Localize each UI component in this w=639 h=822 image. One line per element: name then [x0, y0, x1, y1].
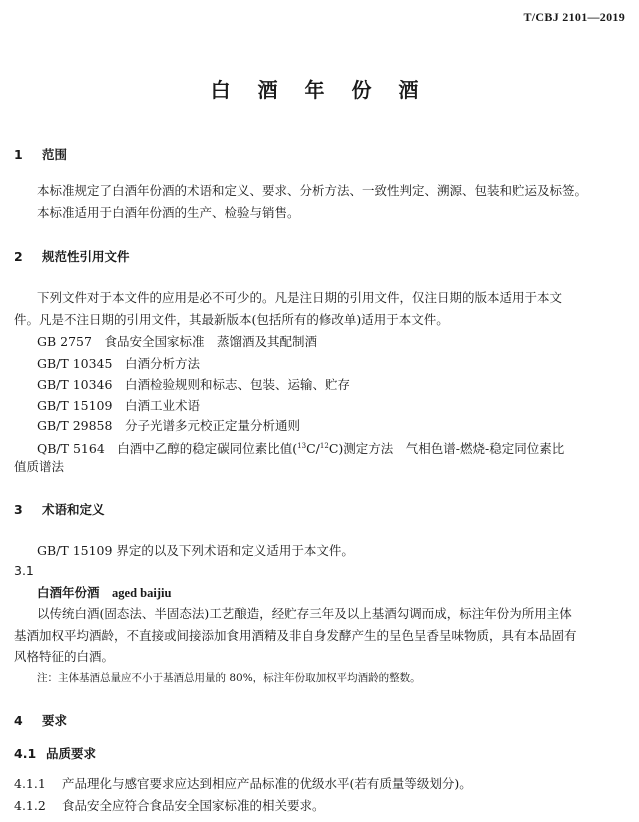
page-title: 白 酒 年 份 酒 — [210, 78, 429, 102]
subsection-number: 4.1 — [14, 746, 37, 761]
section-title: 规范性引用文件 — [42, 249, 130, 264]
clause-text: 食品安全应符合食品安全国家标准的相关要求。 — [62, 798, 325, 813]
definition-line-1: 以传统白酒(固态法、半固态法)工艺酿造，经贮存三年及以上基酒勾调而成，标注年份为所用主体 — [37, 606, 572, 621]
reference-title: 食品安全国家标准 蒸馏酒及其配制酒 — [104, 334, 317, 349]
reference-code: GB/T 15109 — [37, 398, 113, 413]
section-2-heading — [14, 247, 130, 265]
reference-title: 分子光谱多元校正定量分析通则 — [124, 418, 300, 433]
reference-code: GB/T 10346 — [37, 377, 113, 392]
reference-item-qb — [37, 436, 564, 459]
references-intro-line-2: 件。凡是不注日期的引用文件，其最新版本(包括所有的修改单)适用于本文件。 — [14, 312, 449, 327]
clause-text: 产品理化与感官要求应达到相应产品标准的优级水平(若有质量等级划分)。 — [62, 776, 472, 791]
reference-item — [37, 416, 300, 436]
standard-code: T/CBJ 2101—2019 — [523, 10, 625, 24]
reference-title: 白酒中乙醇的稳定碳同位素比值($^{13}$C/$^{12}$C)测定方法 气相色谱-燃烧-稳定同位素比 — [117, 441, 565, 457]
reference-code: QB/T 5164 — [37, 441, 105, 457]
section-number: 1 — [14, 147, 23, 162]
clause-4-1-1 — [14, 774, 472, 794]
term-heading — [37, 583, 171, 603]
section-4-heading — [14, 711, 67, 729]
term-number: 3.1 — [14, 563, 34, 578]
reference-item — [37, 332, 317, 352]
term-english: aged baijiu — [112, 586, 172, 600]
reference-title: 白酒工业术语 — [124, 398, 200, 413]
reference-title: 白酒检验规则和标志、包装、运输、贮存 — [124, 377, 350, 392]
reference-title: 白酒分析方法 — [124, 356, 200, 371]
subsection-4-1-heading — [14, 744, 96, 762]
references-intro-line-1: 下列文件对于本文件的应用是必不可少的。凡是注日期的引用文件，仅注日期的版本适用于本文 — [37, 290, 563, 305]
reference-item — [37, 375, 350, 395]
section-title: 要求 — [42, 713, 68, 728]
section-3-heading — [14, 500, 105, 518]
section-title: 术语和定义 — [42, 502, 105, 517]
section-title: 范围 — [42, 147, 68, 162]
scope-paragraph-2: 本标准适用于白酒年份酒的生产、检验与销售。 — [37, 205, 300, 220]
scope-paragraph-1: 本标准规定了白酒年份酒的术语和定义、要求、分析方法、一致性判定、溯源、包装和贮运及标签。 — [37, 183, 588, 198]
section-number: 2 — [14, 249, 23, 264]
reference-code: GB/T 10345 — [37, 356, 113, 371]
terms-intro: GB/T 15109 界定的以及下列术语和定义适用于本文件。 — [37, 543, 354, 558]
definition-line-3: 风格特征的白酒。 — [14, 649, 115, 664]
reference-code: GB 2757 — [37, 334, 92, 349]
section-1-heading — [14, 145, 67, 163]
clause-number: 4.1.2 — [14, 798, 46, 813]
clause-4-1-2 — [14, 796, 325, 816]
subsection-title: 品质要求 — [46, 746, 97, 761]
reference-code: GB/T 29858 — [37, 418, 113, 433]
clause-number: 4.1.1 — [14, 776, 46, 791]
definition-note: 注：主体基酒总量应不小于基酒总用量的 80%，标注年份取加权平均酒龄的整数。 — [37, 672, 421, 684]
term-chinese: 白酒年份酒 — [37, 585, 100, 600]
section-number: 3 — [14, 502, 23, 517]
reference-item — [37, 396, 200, 416]
reference-item-qb-continued: 值质谱法 — [14, 459, 65, 474]
definition-line-2: 基酒加权平均酒龄，不直接或间接添加食用酒精及非自身发酵产生的呈色呈香呈味物质，具有本品固有 — [14, 628, 577, 643]
reference-item — [37, 354, 200, 374]
section-number: 4 — [14, 713, 23, 728]
